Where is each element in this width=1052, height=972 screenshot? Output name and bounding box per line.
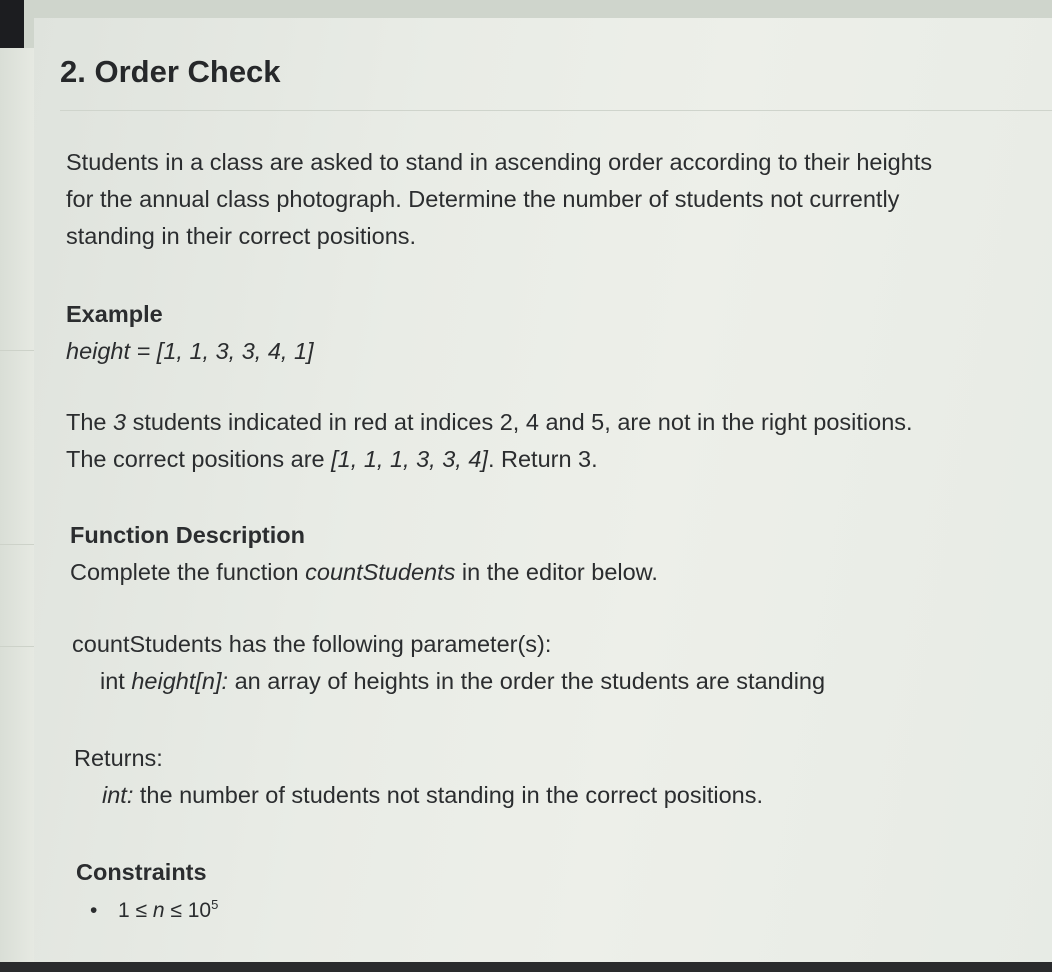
problem-statement-panel[interactable] (34, 18, 1052, 964)
returns-item (74, 777, 763, 814)
returns-heading: Returns: (74, 745, 163, 771)
description-line: standing in their correct positions. (66, 223, 417, 249)
left-sidebar-strip (0, 48, 35, 964)
constraints-heading: Constraints (76, 859, 207, 885)
function-description-text: in the editor below. (455, 559, 658, 585)
explanation-text: The correct positions are (66, 446, 332, 472)
function-name: countStudents (305, 559, 456, 585)
constraint-variable: n (152, 899, 165, 922)
constraint-text: ≤ 10 (164, 899, 212, 922)
description-line: for the annual class photograph. Determine the number of students not currently (66, 186, 900, 212)
problem-title: 2. Order Check (60, 54, 281, 89)
parameter-name: height[n]: (131, 668, 229, 694)
parameters-heading: countStudents has the following parameter(s): (72, 631, 552, 657)
explanation-text: The (66, 409, 114, 435)
returns-type: int: (102, 782, 134, 808)
bottom-edge (0, 962, 1052, 972)
window-corner (0, 0, 24, 48)
returns-section (74, 740, 763, 814)
constraint-exponent: 5 (211, 897, 219, 912)
explanation-text: students indicated in red at indices 2, 4 and 5, are not in the right positions. (126, 409, 913, 435)
sidebar-divider (0, 544, 34, 545)
function-description-text: Complete the function (70, 559, 306, 585)
parameter-item (72, 663, 825, 700)
parameter-type: int (100, 668, 132, 694)
explanation-text: . Return 3. (487, 446, 598, 472)
function-description-heading: Function Description (70, 522, 305, 548)
problem-description (66, 144, 932, 255)
explanation-count: 3 (113, 409, 127, 435)
example-section (66, 296, 314, 370)
sidebar-divider (0, 350, 34, 351)
parameters-section (72, 626, 825, 700)
example-explanation (66, 404, 913, 478)
title-divider (60, 110, 1052, 111)
sidebar-divider (0, 646, 34, 647)
constraint-text: 1 ≤ (118, 899, 153, 922)
description-line: Students in a class are asked to stand in ascending order according to their heights (66, 149, 933, 175)
example-input: height = [1, 1, 3, 3, 4, 1] (66, 338, 314, 364)
sorted-array: [1, 1, 1, 3, 3, 4] (331, 446, 488, 472)
returns-description: the number of students not standing in the correct positions. (133, 782, 764, 808)
constraints-section (76, 854, 218, 929)
parameter-description: an array of heights in the order the students are standing (228, 668, 826, 694)
constraint-item (76, 899, 218, 922)
bullet-icon: • (90, 899, 98, 922)
function-description-section (70, 517, 658, 591)
example-heading: Example (66, 301, 163, 327)
